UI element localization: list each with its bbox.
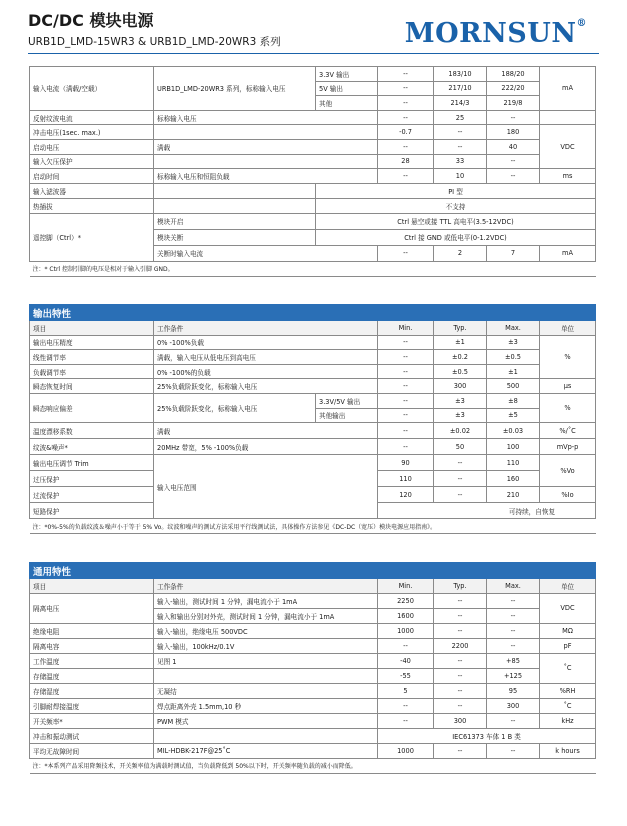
row-condition <box>154 183 316 198</box>
max-value: ±0.03 <box>487 423 540 439</box>
min-value: -- <box>378 439 434 455</box>
min-value: -- <box>378 698 434 713</box>
typ-value: 2 <box>434 245 487 261</box>
typ-value: 10 <box>434 169 487 184</box>
max-value: -- <box>487 743 540 758</box>
sub-condition: 其他输出 <box>316 408 378 423</box>
section-header <box>30 305 596 321</box>
row-condition <box>154 198 316 213</box>
row-value: IEC61373 车体 1 B 类 <box>378 728 596 743</box>
table-row <box>30 169 596 184</box>
unit-value: %/˚C <box>540 423 596 439</box>
brand-logo: MORNSUN® <box>404 18 587 49</box>
row-label: 温度漂移系数 <box>30 423 154 439</box>
row-condition: PWM 模式 <box>154 713 378 728</box>
row-value: PI 型 <box>316 183 596 198</box>
col-header: Max. <box>487 579 540 594</box>
typ-value: -- <box>434 683 487 698</box>
unit-value: %Io <box>540 487 596 503</box>
unit-value: %RH <box>540 683 596 698</box>
max-value: 210 <box>487 487 540 503</box>
table-row <box>30 125 596 140</box>
min-value: -- <box>378 335 434 350</box>
row-condition: MIL-HDBK-217F@25˚C <box>154 743 378 758</box>
max-value: ±0.5 <box>487 350 540 365</box>
max-value: 219/8 <box>487 96 540 111</box>
min-value: -- <box>378 713 434 728</box>
row-label: 冲击电压(1sec. max.) <box>30 125 154 140</box>
min-value: 1000 <box>378 623 434 638</box>
table-note <box>30 519 596 534</box>
min-value: -- <box>378 379 434 394</box>
row-label: 纹波&噪声* <box>30 439 154 455</box>
row-label: 输出电压精度 <box>30 335 154 350</box>
unit-value: % <box>540 335 596 379</box>
table-row <box>30 423 596 439</box>
min-value: -- <box>378 393 434 408</box>
unit-value: μs <box>540 379 596 394</box>
note-text: 注：*本系列产品采用降频技术，开关频率值为满载时测试值，当负载降低到 50%以下时，开关频率随负载的减小而降低。 <box>30 758 596 773</box>
row-condition: 关断时输入电流 <box>154 245 378 261</box>
row-condition: 输入-输出，100kHz/0.1V <box>154 638 378 653</box>
row-condition: 满载 <box>154 423 378 439</box>
table-row <box>30 728 596 743</box>
table-header-row <box>30 579 596 594</box>
section-title: 输出特性 <box>30 305 596 321</box>
max-value: -- <box>487 169 540 184</box>
row-label: 过压保护 <box>30 471 154 487</box>
typ-value: ±0.02 <box>434 423 487 439</box>
row-label: 短路保护 <box>30 503 154 519</box>
row-label: 隔离电容 <box>30 638 154 653</box>
typ-value: 25 <box>434 110 487 125</box>
table-row <box>30 713 596 728</box>
table-note <box>30 261 596 276</box>
col-header: Min. <box>378 579 434 594</box>
max-value: 180 <box>487 125 540 140</box>
table-row <box>30 183 596 198</box>
sub-condition: 5V 输出 <box>316 81 378 96</box>
row-label: 存储湿度 <box>30 683 154 698</box>
row-label: 启动电压 <box>30 139 154 154</box>
unit-value: pF <box>540 638 596 653</box>
row-condition: 25%负载阶跃变化，标称输入电压 <box>154 393 316 422</box>
unit-value: VDC <box>540 593 596 623</box>
table-row <box>30 439 596 455</box>
row-condition <box>154 154 378 169</box>
table-note <box>30 758 596 773</box>
row-label: 瞬态恢复时间 <box>30 379 154 394</box>
max-value: -- <box>487 713 540 728</box>
sub-condition: 其他 <box>316 96 378 111</box>
header-divider <box>28 53 599 54</box>
typ-value: 217/10 <box>434 81 487 96</box>
table-row <box>30 593 596 608</box>
unit-value: % <box>540 393 596 422</box>
min-value: 1600 <box>378 608 434 623</box>
min-value: -- <box>378 169 434 184</box>
col-header: Typ. <box>434 321 487 336</box>
row-label: 热插拔 <box>30 198 154 213</box>
row-condition: 标称输入电压和恒阻负载 <box>154 169 378 184</box>
min-value: 90 <box>378 455 434 471</box>
min-value: -- <box>378 139 434 154</box>
max-value: 95 <box>487 683 540 698</box>
row-condition: 无凝结 <box>154 683 378 698</box>
row-label: 平均无故障时间 <box>30 743 154 758</box>
table-row <box>30 213 596 229</box>
row-condition: 见图 1 <box>154 653 378 668</box>
row-condition: 输入电压范围 <box>154 455 378 519</box>
row-label: 开关频率* <box>30 713 154 728</box>
table-header-row <box>30 321 596 336</box>
row-label: 线性调节率 <box>30 350 154 365</box>
typ-value: 300 <box>434 713 487 728</box>
max-value: 222/20 <box>487 81 540 96</box>
max-value: ±1 <box>487 364 540 379</box>
max-value: 40 <box>487 139 540 154</box>
table-row <box>30 110 596 125</box>
table-row <box>30 623 596 638</box>
max-value: 7 <box>487 245 540 261</box>
row-label: 过流保护 <box>30 487 154 503</box>
table-row <box>30 350 596 365</box>
typ-value: -- <box>434 653 487 668</box>
typ-value: 2200 <box>434 638 487 653</box>
min-value: -55 <box>378 668 434 683</box>
col-header: Min. <box>378 321 434 336</box>
max-value: -- <box>487 623 540 638</box>
row-label: 反射纹波电流 <box>30 110 154 125</box>
row-label: 瞬态响应偏差 <box>30 393 154 422</box>
min-value: 110 <box>378 471 434 487</box>
col-header: 项目 <box>30 321 154 336</box>
typ-value: ±0.2 <box>434 350 487 365</box>
table-row <box>30 743 596 758</box>
table-row <box>30 698 596 713</box>
typ-value: ±3 <box>434 393 487 408</box>
max-value: -- <box>487 638 540 653</box>
row-value: 可持续，自恢复 <box>378 503 596 519</box>
typ-value: ±3 <box>434 408 487 423</box>
typ-value: 183/10 <box>434 67 487 82</box>
series-subtitle: URB1D_LMD-15WR3 & URB1D_LMD-20WR3 系列 <box>28 36 281 48</box>
typ-value: -- <box>434 743 487 758</box>
unit-value: mVp-p <box>540 439 596 455</box>
table-row <box>30 393 596 408</box>
section-title: 通用特性 <box>30 563 596 579</box>
min-value: -- <box>378 67 434 82</box>
row-label: 遥控脚（Ctrl）* <box>30 213 154 261</box>
unit-value: mA <box>540 245 596 261</box>
min-value: -- <box>378 423 434 439</box>
min-value: 1000 <box>378 743 434 758</box>
row-condition <box>154 668 378 683</box>
row-value: 不支持 <box>316 198 596 213</box>
typ-value: -- <box>434 139 487 154</box>
row-value: Ctrl 悬空或接 TTL 高电平(3.5-12VDC) <box>316 213 596 229</box>
typ-value: -- <box>434 623 487 638</box>
table-row <box>30 67 596 82</box>
min-value: -- <box>378 96 434 111</box>
sub-condition: 3.3V/5V 输出 <box>316 393 378 408</box>
typ-value: -- <box>434 471 487 487</box>
typ-value: -- <box>434 125 487 140</box>
typ-value: 50 <box>434 439 487 455</box>
unit-value: ˚C <box>540 698 596 713</box>
general-spec-table <box>29 562 596 774</box>
col-header: Max. <box>487 321 540 336</box>
max-value: +85 <box>487 653 540 668</box>
table-row <box>30 455 596 471</box>
unit-value <box>540 110 596 125</box>
max-value: 500 <box>487 379 540 394</box>
table-row <box>30 638 596 653</box>
max-value: -- <box>487 110 540 125</box>
row-condition: 焊点距离外壳 1.5mm,10 秒 <box>154 698 378 713</box>
min-value: -- <box>378 81 434 96</box>
page-title: DC/DC 模块电源 <box>28 11 154 30</box>
table-row <box>30 198 596 213</box>
typ-value: ±0.5 <box>434 364 487 379</box>
row-condition: 标称输入电压 <box>154 110 378 125</box>
input-spec-table <box>29 66 596 277</box>
col-header: Typ. <box>434 579 487 594</box>
row-condition: 模块开启 <box>154 213 316 229</box>
typ-value: -- <box>434 593 487 608</box>
max-value: 188/20 <box>487 67 540 82</box>
row-label: 输出电压调节 Trim <box>30 455 154 471</box>
min-value: 2250 <box>378 593 434 608</box>
row-label: 输入欠压保护 <box>30 154 154 169</box>
min-value: -- <box>378 408 434 423</box>
unit-value: ˚C <box>540 653 596 683</box>
min-value: -0.7 <box>378 125 434 140</box>
unit-value: VDC <box>540 125 596 169</box>
unit-value: ms <box>540 169 596 184</box>
row-label: 隔离电压 <box>30 593 154 623</box>
max-value: 160 <box>487 471 540 487</box>
max-value: ±5 <box>487 408 540 423</box>
table-row <box>30 653 596 668</box>
table-row <box>30 154 596 169</box>
row-label: 输入电流（满载/空载） <box>30 67 154 111</box>
row-value: Ctrl 接 GND 或低电平(0-1.2VDC) <box>316 229 596 245</box>
row-label: 存储温度 <box>30 668 154 683</box>
min-value: -- <box>378 364 434 379</box>
typ-value: -- <box>434 455 487 471</box>
note-text: 注：*0%-5%的负载纹波＆噪声小于等于 5% Vo。纹波和噪声的测试方法采用平行线测试法，具体操作方法参见《DC-DC（宽压）模块电源应用指南》。 <box>30 519 596 534</box>
max-value: 100 <box>487 439 540 455</box>
row-label: 冲击和振动测试 <box>30 728 154 743</box>
max-value: 300 <box>487 698 540 713</box>
note-text: 注：* Ctrl 控制引脚的电压是相对于输入引脚 GND。 <box>30 261 596 276</box>
row-condition: URB1D_LMD-20WR3 系列，标称输入电压 <box>154 67 316 111</box>
typ-value: 214/3 <box>434 96 487 111</box>
unit-value: k hours <box>540 743 596 758</box>
typ-value: -- <box>434 668 487 683</box>
typ-value: -- <box>434 698 487 713</box>
row-condition: 输入-输出，绝缘电压 500VDC <box>154 623 378 638</box>
row-condition: 模块关断 <box>154 229 316 245</box>
min-value: -40 <box>378 653 434 668</box>
min-value: -- <box>378 638 434 653</box>
table-row <box>30 379 596 394</box>
unit-value: kHz <box>540 713 596 728</box>
row-label: 绝缘电阻 <box>30 623 154 638</box>
row-condition: 20MHz 带宽，5% -100%负载 <box>154 439 378 455</box>
section-header <box>30 563 596 579</box>
min-value: 120 <box>378 487 434 503</box>
table-row <box>30 139 596 154</box>
row-condition <box>154 728 378 743</box>
row-condition: 满载 <box>154 139 378 154</box>
typ-value: -- <box>434 608 487 623</box>
max-value: -- <box>487 608 540 623</box>
sub-condition: 3.3V 输出 <box>316 67 378 82</box>
min-value: 5 <box>378 683 434 698</box>
row-condition: 满载，输入电压从低电压到高电压 <box>154 350 378 365</box>
max-value: -- <box>487 593 540 608</box>
table-row <box>30 335 596 350</box>
table-row <box>30 683 596 698</box>
typ-value: -- <box>434 487 487 503</box>
unit-value: %Vo <box>540 455 596 487</box>
min-value: -- <box>378 350 434 365</box>
col-header: 单位 <box>540 321 596 336</box>
unit-value: mA <box>540 67 596 111</box>
output-spec-table <box>29 304 596 534</box>
typ-value: ±1 <box>434 335 487 350</box>
min-value: -- <box>378 245 434 261</box>
min-value: -- <box>378 110 434 125</box>
max-value: -- <box>487 154 540 169</box>
max-value: ±8 <box>487 393 540 408</box>
row-condition: 输入和输出分别对外壳，测试时间 1 分钟，漏电流小于 1mA <box>154 608 378 623</box>
row-label: 引脚耐焊接温度 <box>30 698 154 713</box>
col-header: 工作条件 <box>154 321 378 336</box>
typ-value: 300 <box>434 379 487 394</box>
row-label: 输入滤波器 <box>30 183 154 198</box>
row-label: 负载调节率 <box>30 364 154 379</box>
row-condition: 0% -100%的负载 <box>154 364 378 379</box>
row-condition: 0% -100%负载 <box>154 335 378 350</box>
col-header: 单位 <box>540 579 596 594</box>
row-label: 启动时间 <box>30 169 154 184</box>
row-condition: 输入-输出，测试时间 1 分钟，漏电流小于 1mA <box>154 593 378 608</box>
max-value: +125 <box>487 668 540 683</box>
typ-value: 33 <box>434 154 487 169</box>
max-value: ±3 <box>487 335 540 350</box>
min-value: 28 <box>378 154 434 169</box>
col-header: 工作条件 <box>154 579 378 594</box>
row-condition <box>154 125 378 140</box>
unit-value: MΩ <box>540 623 596 638</box>
col-header: 项目 <box>30 579 154 594</box>
row-condition: 25%负载阶跃变化，标称输入电压 <box>154 379 378 394</box>
table-row <box>30 668 596 683</box>
table-row <box>30 364 596 379</box>
max-value: 110 <box>487 455 540 471</box>
row-label: 工作温度 <box>30 653 154 668</box>
